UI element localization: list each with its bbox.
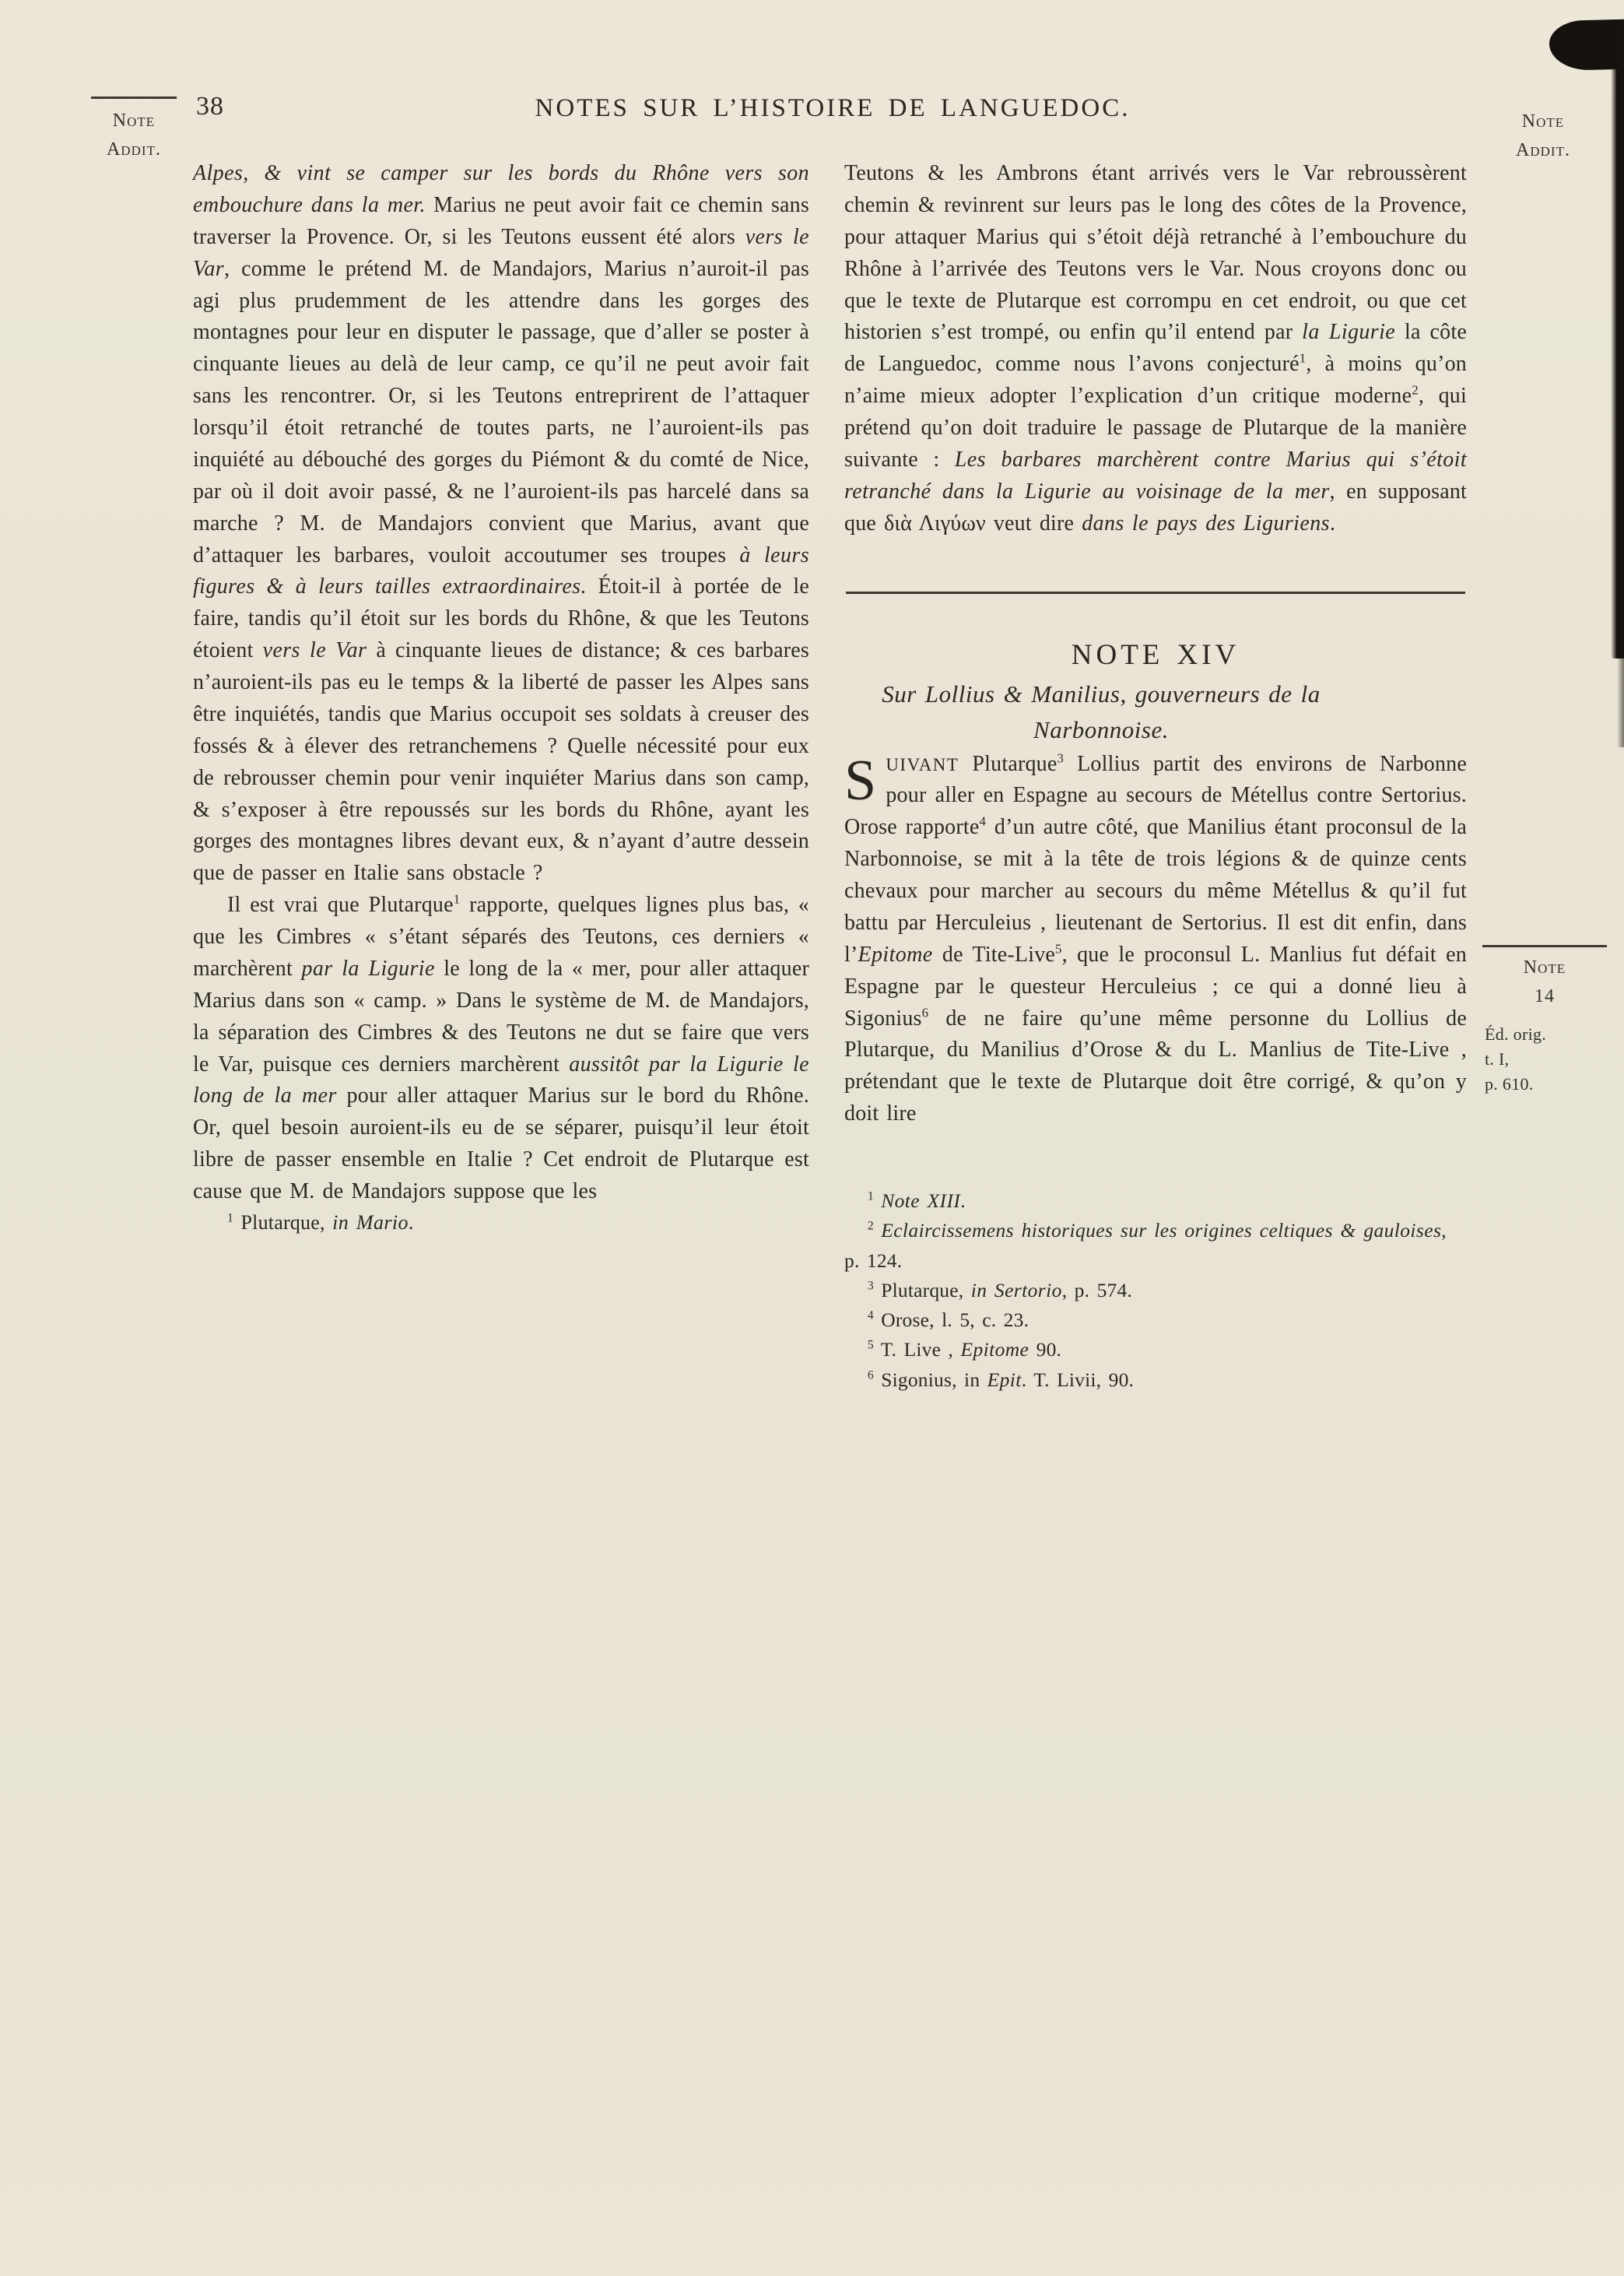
footnote: $^2$ Eclaircissemens historiques sur les origines celtiques & gauloises, p. 124.: [844, 1219, 1447, 1272]
footnote: $^1$ Plutarque, in Mario.: [227, 1210, 414, 1234]
footnote: $^6$ Sigonius, in Epit. T. Livii, 90.: [868, 1368, 1135, 1391]
margin-note-rule: [91, 97, 177, 99]
margin-note-note14: [1480, 945, 1609, 1097]
page-number: 38: [196, 92, 224, 121]
paragraph: Alpes, & vint se camper sur les bords du Rhône vers son embouchure dans la mer. Marius ne peut avoir fait ce chemin sans traverser la Provence. Or, si les Teutons eussent été alors vers le Var, comme le prétend M. de Mandajors, Marius n’auroit-il pas agi plus prudemment de les attendre dans les gorges des montagnes pour leur en disputer le passage, que d’aller se poster à cinquante lieues au delà de leur camp, ce qu’il ne peut avoir fait sans les rencontrer. Or, si les Teutons entreprirent de l’attaquer lorsqu’il étoit retranché de toutes parts, ne l’auroient-ils pas inquiété au débouché des gorges du Piémont & du comté de Nice, par où il doit avoir passé, & ne l’auroient-ils pas harcelé dans sa marche ? M. de Mandajors convient que Marius, avant que d’attaquer les barbares, vouloit accoutumer ses troupes à leurs figures & à leurs tailles extraordinaires. Étoit-il à portée de le faire, tandis qu’il étoit sur les bords du Rhône, & que les Teutons étoient vers le Var à cinquante lieues de distance; & ces barbares n’auroient-ils pas eu le temps & la liberté de passer les Alpes sans être inquiétés, tandis que Marius occupoit ses soldats à creuser des fossés & à élever des retranchemens ? Quelle nécessité pour eux de rebrousser chemin pour venir inquiéter Marius dans son camp, & s’exposer à être repoussés sur les bords du Rhône, ayant les gorges des montagnes libres devant eux, & n’ayant d’autre dessein que de passer en Italie sans obstacle ?: [193, 161, 809, 886]
edition-ref-line3: p. 610.: [1485, 1074, 1534, 1094]
note-xiv-body-text: UIVANT Plutarque$^3$ Lollius partit des environs de Narbonne pour aller en Espagne au secours de Métellus contre Sertorius. Orose rapporte$^4$ d’un autre côté, que Manilius étant proconsul de la Narbonnoise, se mit à la tête de trois légions & de quinze cents chevaux pour marcher au secours du même Métellus & qu’il fut battu par Herculeius , lieutenant de Sertorius. Il est dit enfin, dans l’Epitome de Tite-Live$^5$, que le proconsul L. Manlius fut défait en Espagne par le questeur Herculeius ; ce qui a donné lieu à Sigonius$^6$ de ne faire qu’une même personne du Lollius de Plutarque, du Manilius d’Orose & du L. Manlius de Tite-Live , prétendant que le texte de Plutarque doit être corrigé, & qu’on y doit lire: [844, 750, 1467, 1126]
margin-note-left: [84, 97, 184, 164]
margin-note-rule: [1482, 945, 1607, 947]
left-column: [193, 158, 809, 1238]
margin-note-left-line1: Note: [112, 111, 156, 131]
margin-note-right-line1: Note: [1521, 111, 1565, 132]
running-title: NOTES SUR L’HISTOIRE DE LANGUEDOC.: [535, 94, 1131, 122]
edition-reference: [1480, 1022, 1609, 1097]
section-divider-rule: [846, 592, 1465, 594]
footnote: $^1$ Note XIII.: [868, 1189, 966, 1213]
footnote: $^3$ Plutarque, in Sertorio, p. 574.: [868, 1278, 1132, 1301]
dropcap-initial: S: [844, 748, 877, 813]
edition-ref-line1: Éd. orig.: [1485, 1024, 1547, 1045]
margin-note-right-line2: Addit.: [1516, 140, 1570, 161]
margin-note-left-line2: Addit.: [107, 139, 161, 160]
margin-note-right-top: [1485, 107, 1601, 165]
note-xiv-body: [844, 749, 1467, 1131]
right-column: [844, 158, 1467, 1395]
note-xiv-subtitle: Sur Lollius & Manilius, gouverneurs de la Narbonnoise.: [882, 680, 1321, 744]
note14-number: 14: [1535, 986, 1555, 1007]
edition-ref-line2: t. I,: [1485, 1049, 1510, 1070]
note-xiv-heading: NOTE XIV: [1071, 638, 1240, 671]
scan-artifact-edge: [1611, 20, 1624, 659]
paragraph: Il est vrai que Plutarque$^1$ rapporte, quelques lignes plus bas, « que les Cimbres « s’étant séparés des Teutons, ces derniers « marchèrent par la Ligurie le long de la « mer, pour aller attaquer Marius dans son « camp. » Dans le système de M. de Mandajors, la séparation des Cimbres & des Teutons ne dut se faire que vers le Var, puisque ces derniers marchèrent aussitôt par la Ligurie le long de la mer pour aller attaquer Marius sur le bord du Rhône. Or, quel besoin auroient-ils eu de se séparer, puisqu’il leur étoit libre de passer ensemble en Italie ? Cet endroit de Plutarque est cause que M. de Mandajors suppose que les: [193, 891, 809, 1203]
paragraph: Teutons & les Ambrons étant arrivés vers le Var rebroussèrent chemin & revinrent sur leurs pas le long des côtes de la Provence, pour attaquer Marius qui s’étoit déjà retranché à l’embouchure du Rhône à l’arrivée des Teutons vers le Var. Nous croyons donc ou que le texte de Plutarque est corrompu en cet endroit, ou que cet historien s’est trompé, ou enfin qu’il entend par la Ligurie la côte de Languedoc, comme nous l’avons conjecturé$^1$, à moins qu’on n’aime mieux adopter l’explication d’un critique moderne$^2$, qui prétend qu’on doit traduire le passage de Plutarque de la manière suivante : Les barbares marchèrent contre Marius qui s’étoit retranché dans la Ligurie au voisinage de la mer, en supposant que διὰ Λιγύων veut dire dans le pays des Liguriens.: [844, 161, 1468, 536]
scan-artifact-edge-faint: [1617, 654, 1624, 747]
footnote: $^4$ Orose, l. 5, c. 23.: [868, 1308, 1029, 1332]
note14-label: Note: [1523, 957, 1566, 978]
footnotes-block: [844, 1186, 1467, 1395]
footnote: $^5$ T. Live , Epitome 90.: [868, 1338, 1062, 1361]
